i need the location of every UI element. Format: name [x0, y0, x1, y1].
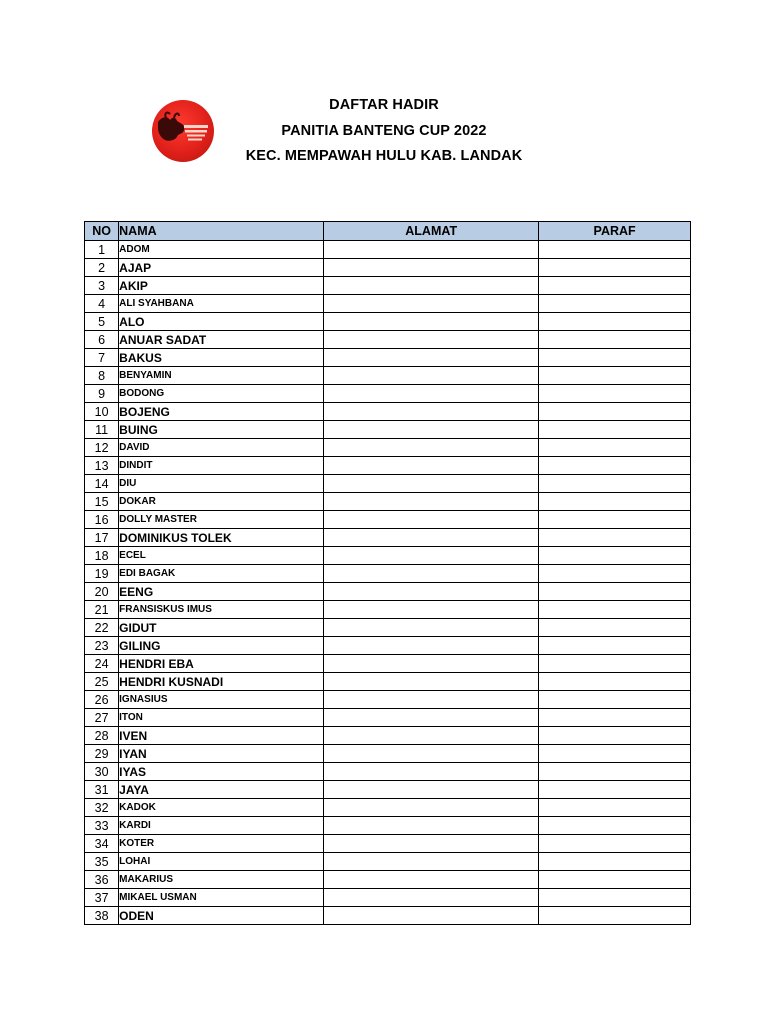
table-row: [85, 583, 691, 601]
row-number: 24: [85, 655, 119, 673]
row-nama: ANUAR SADAT: [119, 331, 324, 349]
row-nama: MIKAEL USMAN: [119, 889, 324, 907]
row-alamat: [324, 601, 539, 619]
row-nama: IYAN: [119, 745, 324, 763]
row-alamat: [324, 889, 539, 907]
row-number: 27: [85, 709, 119, 727]
table-row: [85, 385, 691, 403]
row-number: 31: [85, 781, 119, 799]
row-nama: DINDIT: [119, 457, 324, 475]
table-row: [85, 673, 691, 691]
row-nama: IVEN: [119, 727, 324, 745]
table-row: [85, 655, 691, 673]
table-row: [85, 691, 691, 709]
row-paraf: [539, 349, 691, 367]
row-number: 8: [85, 367, 119, 385]
row-paraf: [539, 421, 691, 439]
row-nama: BENYAMIN: [119, 367, 324, 385]
row-paraf: [539, 565, 691, 583]
row-nama: ADOM: [119, 241, 324, 259]
table-row: [85, 259, 691, 277]
row-number: 22: [85, 619, 119, 637]
row-alamat: [324, 385, 539, 403]
row-number: 12: [85, 439, 119, 457]
row-number: 26: [85, 691, 119, 709]
row-paraf: [539, 673, 691, 691]
title-line-1: DAFTAR HADIR: [329, 97, 439, 113]
row-number: 17: [85, 529, 119, 547]
row-nama: ODEN: [119, 907, 324, 925]
row-nama: LOHAI: [119, 853, 324, 871]
row-alamat: [324, 745, 539, 763]
row-number: 21: [85, 601, 119, 619]
table-row: [85, 241, 691, 259]
row-paraf: [539, 331, 691, 349]
row-alamat: [324, 655, 539, 673]
table-row: [85, 277, 691, 295]
row-paraf: [539, 655, 691, 673]
table-row: [85, 295, 691, 313]
row-paraf: [539, 511, 691, 529]
row-number: 11: [85, 421, 119, 439]
row-alamat: [324, 457, 539, 475]
row-number: 16: [85, 511, 119, 529]
row-number: 28: [85, 727, 119, 745]
row-nama: KADOK: [119, 799, 324, 817]
row-alamat: [324, 295, 539, 313]
row-alamat: [324, 241, 539, 259]
row-alamat: [324, 493, 539, 511]
table-row: [85, 727, 691, 745]
row-number: 14: [85, 475, 119, 493]
row-number: 5: [85, 313, 119, 331]
column-header-no: NO: [85, 222, 119, 241]
row-paraf: [539, 403, 691, 421]
row-paraf: [539, 709, 691, 727]
row-number: 19: [85, 565, 119, 583]
row-alamat: [324, 547, 539, 565]
row-nama: BUING: [119, 421, 324, 439]
table-row: [85, 619, 691, 637]
row-paraf: [539, 313, 691, 331]
row-paraf: [539, 367, 691, 385]
row-nama: KARDI: [119, 817, 324, 835]
table-row: [85, 421, 691, 439]
title-line-2: PANITIA BANTENG CUP 2022: [281, 122, 487, 139]
table-row: [85, 853, 691, 871]
row-nama: DOKAR: [119, 493, 324, 511]
row-alamat: [324, 781, 539, 799]
row-number: 3: [85, 277, 119, 295]
table-row: [85, 907, 691, 925]
row-alamat: [324, 871, 539, 889]
row-alamat: [324, 763, 539, 781]
row-number: 20: [85, 583, 119, 601]
row-number: 35: [85, 853, 119, 871]
table-row: [85, 439, 691, 457]
table-row: [85, 529, 691, 547]
table-row: [85, 367, 691, 385]
row-alamat: [324, 565, 539, 583]
table-row: [85, 493, 691, 511]
row-nama: BAKUS: [119, 349, 324, 367]
row-nama: ECEL: [119, 547, 324, 565]
row-nama: HENDRI EBA: [119, 655, 324, 673]
table-row: [85, 457, 691, 475]
row-number: 7: [85, 349, 119, 367]
row-alamat: [324, 277, 539, 295]
row-nama: IGNASIUS: [119, 691, 324, 709]
title-line-3: KEC. MEMPAWAH HULU KAB. LANDAK: [245, 148, 523, 164]
row-paraf: [539, 277, 691, 295]
row-alamat: [324, 799, 539, 817]
row-number: 18: [85, 547, 119, 565]
row-nama: GILING: [119, 637, 324, 655]
row-nama: AJAP: [119, 259, 324, 277]
row-paraf: [539, 493, 691, 511]
table-row: [85, 511, 691, 529]
row-alamat: [324, 259, 539, 277]
row-alamat: [324, 637, 539, 655]
row-paraf: [539, 259, 691, 277]
row-nama: EDI BAGAK: [119, 565, 324, 583]
row-alamat: [324, 619, 539, 637]
row-alamat: [324, 709, 539, 727]
table-row: [85, 475, 691, 493]
row-paraf: [539, 835, 691, 853]
row-paraf: [539, 295, 691, 313]
row-number: 32: [85, 799, 119, 817]
row-alamat: [324, 331, 539, 349]
row-nama: GIDUT: [119, 619, 324, 637]
row-paraf: [539, 439, 691, 457]
row-paraf: [539, 457, 691, 475]
row-nama: BOJENG: [119, 403, 324, 421]
row-nama: DOLLY MASTER: [119, 511, 324, 529]
row-alamat: [324, 673, 539, 691]
row-paraf: [539, 781, 691, 799]
table-row: [85, 349, 691, 367]
column-header-nama: NAMA: [119, 222, 324, 241]
table-row: [85, 817, 691, 835]
row-nama: ALI SYAHBANA: [119, 295, 324, 313]
row-alamat: [324, 583, 539, 601]
row-alamat: [324, 907, 539, 925]
row-nama: MAKARIUS: [119, 871, 324, 889]
row-paraf: [539, 691, 691, 709]
row-number: 33: [85, 817, 119, 835]
row-nama: ITON: [119, 709, 324, 727]
row-number: 23: [85, 637, 119, 655]
row-paraf: [539, 799, 691, 817]
row-number: 6: [85, 331, 119, 349]
row-number: 30: [85, 763, 119, 781]
row-number: 1: [85, 241, 119, 259]
table-row: [85, 637, 691, 655]
row-paraf: [539, 583, 691, 601]
row-alamat: [324, 313, 539, 331]
table-row: [85, 709, 691, 727]
row-alamat: [324, 421, 539, 439]
row-alamat: [324, 727, 539, 745]
table-row: [85, 745, 691, 763]
table-row: [85, 871, 691, 889]
table-row: [85, 331, 691, 349]
row-nama: KOTER: [119, 835, 324, 853]
row-paraf: [539, 601, 691, 619]
row-number: 9: [85, 385, 119, 403]
row-paraf: [539, 853, 691, 871]
row-number: 25: [85, 673, 119, 691]
table-row: [85, 313, 691, 331]
row-nama: DOMINIKUS TOLEK: [119, 529, 324, 547]
row-alamat: [324, 403, 539, 421]
table-row: [85, 889, 691, 907]
row-paraf: [539, 241, 691, 259]
row-nama: ALO: [119, 313, 324, 331]
row-paraf: [539, 763, 691, 781]
row-paraf: [539, 475, 691, 493]
table-row: [85, 403, 691, 421]
row-alamat: [324, 817, 539, 835]
row-number: 37: [85, 889, 119, 907]
table-row: [85, 799, 691, 817]
row-alamat: [324, 853, 539, 871]
row-alamat: [324, 349, 539, 367]
row-alamat: [324, 439, 539, 457]
row-alamat: [324, 511, 539, 529]
row-number: 38: [85, 907, 119, 925]
attendance-table: [84, 221, 691, 925]
row-alamat: [324, 529, 539, 547]
row-number: 34: [85, 835, 119, 853]
row-nama: JAYA: [119, 781, 324, 799]
row-nama: DAVID: [119, 439, 324, 457]
table-row: [85, 601, 691, 619]
row-number: 4: [85, 295, 119, 313]
row-number: 15: [85, 493, 119, 511]
row-nama: HENDRI KUSNADI: [119, 673, 324, 691]
row-nama: DIU: [119, 475, 324, 493]
column-header-alamat: ALAMAT: [324, 222, 539, 241]
document-header: [0, 93, 768, 170]
table-header-row: [85, 222, 691, 241]
row-paraf: [539, 547, 691, 565]
row-number: 29: [85, 745, 119, 763]
row-nama: AKIP: [119, 277, 324, 295]
row-paraf: [539, 817, 691, 835]
row-number: 13: [85, 457, 119, 475]
row-paraf: [539, 727, 691, 745]
table-row: [85, 835, 691, 853]
row-paraf: [539, 871, 691, 889]
table-row: [85, 547, 691, 565]
column-header-paraf: PARAF: [539, 222, 691, 241]
row-alamat: [324, 367, 539, 385]
row-paraf: [539, 889, 691, 907]
row-paraf: [539, 529, 691, 547]
row-nama: FRANSISKUS IMUS: [119, 601, 324, 619]
row-paraf: [539, 637, 691, 655]
row-number: 2: [85, 259, 119, 277]
row-alamat: [324, 691, 539, 709]
row-nama: BODONG: [119, 385, 324, 403]
row-alamat: [324, 475, 539, 493]
row-number: 10: [85, 403, 119, 421]
row-paraf: [539, 745, 691, 763]
row-paraf: [539, 619, 691, 637]
table-row: [85, 763, 691, 781]
table-row: [85, 781, 691, 799]
row-number: 36: [85, 871, 119, 889]
row-nama: IYAS: [119, 763, 324, 781]
row-nama: EENG: [119, 583, 324, 601]
row-paraf: [539, 907, 691, 925]
row-paraf: [539, 385, 691, 403]
table-row: [85, 565, 691, 583]
row-alamat: [324, 835, 539, 853]
